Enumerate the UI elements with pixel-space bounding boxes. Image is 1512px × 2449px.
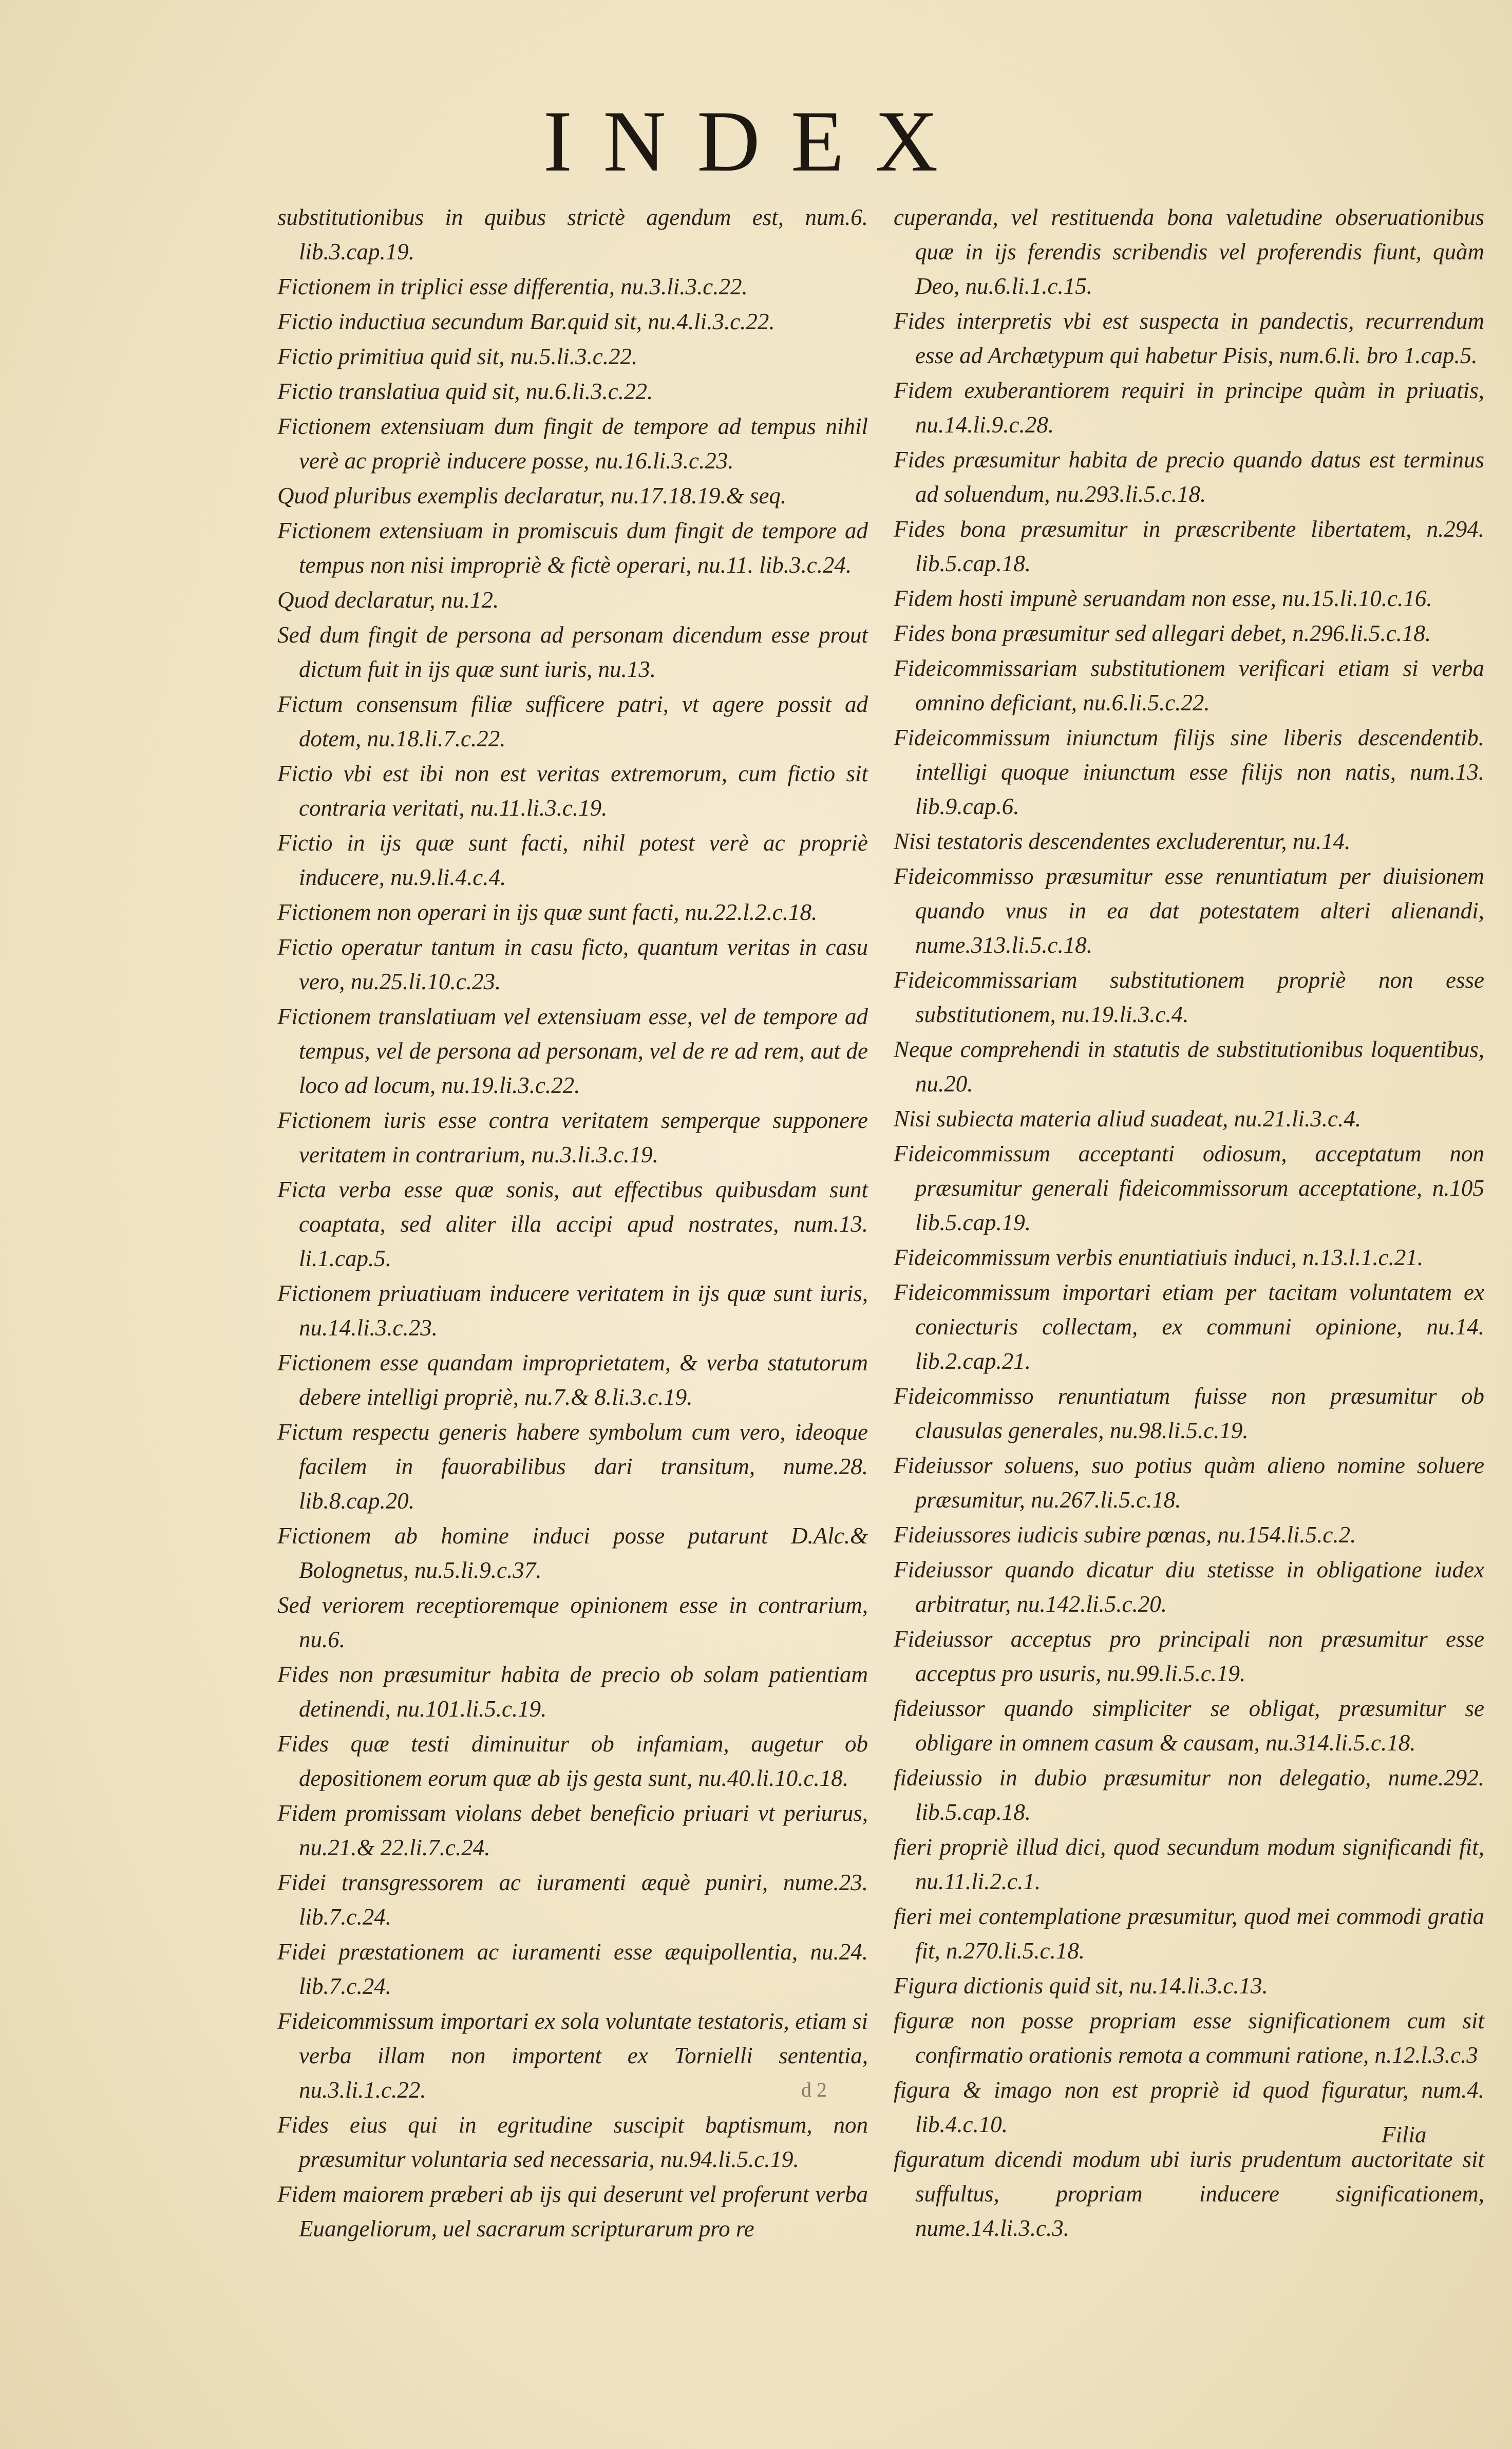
index-entry: Sed veriorem receptioremque opinionem esse in contrarium, nu.6.: [277, 1592, 868, 1652]
index-entry: Sed dum fingit de persona ad personam dicendum esse prout dictum fuit in ijs quæ sunt iuris, nu.13.: [277, 622, 868, 682]
index-entry: Fides non præsumitur habita de precio ob solam patientiam detinendi, nu.101.li.5.c.19.: [277, 1662, 868, 1722]
index-entry: Fictum consensum filiæ sufficere patri, vt agere possit ad dotem, nu.18.li.7.c.22.: [277, 691, 868, 751]
index-entry: Nisi subiecta materia aliud suadeat, nu.21.li.3.c.4.: [894, 1106, 1361, 1132]
index-entry: Fictum respectu generis habere symbolum cum vero, ideoque facilem in fauorabilibus dari transitum, nume.28. lib.8.cap.20.: [277, 1419, 868, 1514]
index-column-left: [277, 200, 868, 2247]
index-entry: Fictio operatur tantum in casu ficto, quantum veritas in casu vero, nu.25.li.10.c.23.: [277, 934, 868, 994]
index-entry: figuræ non posse propriam esse significationem cum sit confirmatio orationis remota a communi ratione, n.12.l.3.c.3: [894, 2008, 1484, 2068]
index-entry: Fideicommisso præsumitur esse renuntiatum per diuisionem quando vnus in ea dat potestatem alteri alienandi, nume.313.li.5.c.18.: [894, 863, 1484, 958]
index-entry: Fideiussor quando dicatur diu stetisse in obligatione iudex arbitratur, nu.142.li.5.c.20.: [894, 1557, 1484, 1617]
index-entry: Fideicommissariam substitutionem verificari etiam si verba omnino deficiant, nu.6.li.5.c.22.: [894, 655, 1484, 715]
index-entry: Neque comprehendi in statutis de substitutionibus loquentibus, nu.20.: [894, 1037, 1484, 1097]
index-entry: Fictionem extensiuam in promiscuis dum fingit de tempore ad tempus non nisi impropriè & fictè operari, nu.11. lib.3.c.24.: [277, 518, 868, 578]
index-entry: Fideiussores iudicis subire pœnas, nu.154.li.5.c.2.: [894, 1522, 1356, 1548]
index-entry: figura & imago non est propriè id quod figuratur, num.4. lib.4.c.10.: [894, 2077, 1484, 2137]
index-entry: Fictionem extensiuam dum fingit de tempore ad tempus nihil verè ac propriè inducere posse, nu.16.li.3.c.23.: [277, 413, 868, 474]
index-entry: Fideicommissum importari ex sola voluntate testatoris, etiam si verba illam non importent ex Tornielli sententia, nu.3.li.1.c.22.: [277, 2008, 868, 2103]
index-entry: Fictionem esse quandam improprietatem, & verba statutorum debere intelligi propriè, nu.7.& 8.li.3.c.19.: [277, 1350, 868, 1410]
index-entry: Fides præsumitur habita de precio quando datus est terminus ad soluendum, nu.293.li.5.c.18.: [894, 447, 1484, 507]
index-entry: Fides quæ testi diminuitur ob infamiam, augetur ob depositionem eorum quæ ab ijs gesta sunt, nu.40.li.10.c.18.: [277, 1731, 868, 1791]
index-entry: figuratum dicendi modum ubi iuris prudentum auctoritate sit suffultus, propriam inducere significationem, nume.14.li.3.c.3.: [894, 2146, 1484, 2241]
index-entry: Ficta verba esse quæ sonis, aut effectibus quibusdam sunt coaptata, sed aliter illa accipi apud nostrates, num.13. li.1.cap.5.: [277, 1177, 868, 1271]
index-entry: Fictionem priuatiuam inducere veritatem in ijs quæ sunt iuris, nu.14.li.3.c.23.: [277, 1280, 868, 1341]
index-entry: fideiussio in dubio præsumitur non delegatio, nume.292. lib.5.cap.18.: [894, 1765, 1484, 1825]
index-entry: Fideiussor soluens, suo potius quàm alieno nomine soluere præsumitur, nu.267.li.5.c.18.: [894, 1453, 1484, 1513]
index-entry: Fictio in ijs quæ sunt facti, nihil potest verè ac propriè inducere, nu.9.li.4.c.4.: [277, 830, 868, 890]
index-entry: Fidem hosti impunè seruandam non esse, nu.15.li.10.c.16.: [894, 586, 1432, 611]
index-entry: Fideicommissariam substitutionem propriè non esse substitutionem, nu.19.li.3.c.4.: [894, 967, 1484, 1027]
index-entry: Fidem promissam violans debet beneficio priuari vt periurus, nu.21.& 22.li.7.c.24.: [277, 1800, 868, 1860]
index-entry: Fictionem non operari in ijs quæ sunt facti, nu.22.l.2.c.18.: [277, 899, 818, 925]
index-entry: Fictionem iuris esse contra veritatem semperque supponere veritatem in contrarium, nu.3.li.3.c.19.: [277, 1107, 868, 1167]
page-title: INDEX: [543, 93, 969, 190]
index-entry: Fidei transgressorem ac iuramenti æquè puniri, nume.23. lib.7.c.24.: [277, 1870, 868, 1930]
index-entry: Fictionem in triplici esse differentia, nu.3.li.3.c.22.: [277, 274, 748, 299]
index-entry: fideiussor quando simpliciter se obligat, præsumitur se obligare in omnem casum & causam, nu.314.li.5.c.18.: [894, 1696, 1484, 1756]
index-column-right: [894, 200, 1484, 2246]
index-entry: Fides bona præsumitur sed allegari debet, n.296.li.5.c.18.: [894, 620, 1431, 646]
index-entry: Fictio vbi est ibi non est veritas extremorum, cum fictio sit contraria veritati, nu.11.li.3.c.19.: [277, 761, 868, 821]
index-entry: Quod pluribus exemplis declaratur, nu.17.18.19.& seq.: [277, 483, 787, 508]
index-entry: Fideiussor acceptus pro principali non præsumitur esse acceptus pro usuris, nu.99.li.5.c.19.: [894, 1626, 1484, 1686]
index-entry: Fictionem ab homine induci posse putarunt D.Alc.& Bolognetus, nu.5.li.9.c.37.: [277, 1523, 868, 1583]
index-entry: Fictio inductiua secundum Bar.quid sit, nu.4.li.3.c.22.: [277, 309, 775, 334]
index-entry: Fides interpretis vbi est suspecta in pandectis, recurrendum esse ad Archætypum qui habetur Pisis, num.6.li. bro 1.cap.5.: [894, 308, 1484, 368]
index-entry: substitutionibus in quibus strictè agendum est, num.6. lib.3.cap.19.: [277, 204, 868, 265]
index-entry: Fideicommissum iniunctum filijs sine liberis descendentib. intelligi quoque iniunctum esse filijs non natis, num.13. lib.9.cap.6.: [894, 725, 1484, 819]
index-entry: Fideicommisso renuntiatum fuisse non præsumitur ob clausulas generales, nu.98.li.5.c.19.: [894, 1383, 1484, 1443]
index-entry: Nisi testatoris descendentes excluderentur, nu.14.: [894, 828, 1351, 854]
index-entry: Fidem exuberantiorem requiri in principe quàm in priuatis, nu.14.li.9.c.28.: [894, 378, 1484, 438]
signature-mark: d 2: [801, 2078, 827, 2101]
index-entry: Figura dictionis quid sit, nu.14.li.3.c.13.: [894, 1973, 1268, 1999]
index-entry: Fideicommissum acceptanti odiosum, acceptatum non præsumitur generali fideicommissorum acceptatione, n.105 lib.5.cap.19.: [894, 1141, 1484, 1235]
index-entry: Fictio translatiua quid sit, nu.6.li.3.c.22.: [277, 379, 653, 404]
index-entry: Fides eius qui in egritudine suscipit baptismum, non præsumitur voluntaria sed necessaria, nu.94.li.5.c.19.: [277, 2112, 868, 2172]
index-entry: Fictio primitiua quid sit, nu.5.li.3.c.22.: [277, 344, 638, 369]
index-entry: Fidem maiorem præberi ab ijs qui deserunt vel proferunt verba Euangeliorum, uel sacrarum scripturarum pro re: [277, 2181, 868, 2241]
index-entry: Quod declaratur, nu.12.: [277, 587, 499, 613]
index-entry: fieri mei contemplatione præsumitur, quod mei commodi gratia fit, n.270.li.5.c.18.: [894, 1904, 1484, 1964]
index-entry: cuperanda, vel restituenda bona valetudine obseruationibus quæ in ijs ferendis scribendis vel proferendis fiunt, quàm Deo, nu.6.li.1.c.15.: [894, 204, 1484, 299]
index-entry: Fideicommissum importari etiam per tacitam voluntatem ex coniecturis collectam, ex communi opinione, nu.14. lib.2.cap.21.: [894, 1279, 1484, 1374]
index-entry: fieri propriè illud dici, quod secundum modum significandi fit, nu.11.li.2.c.1.: [894, 1834, 1484, 1894]
index-entry: Fides bona præsumitur in præscribente libertatem, n.294. lib.5.cap.18.: [894, 516, 1484, 576]
index-entry: Fictionem translatiuam vel extensiuam esse, vel de tempore ad tempus, vel de persona ad personam, vel de re ad rem, aut de loco ad locum, nu.19.li.3.c.22.: [277, 1004, 868, 1098]
catchword: Filia: [1382, 2122, 1427, 2147]
index-entry: Fidei præstationem ac iuramenti esse æquipollentia, nu.24. lib.7.c.24.: [277, 1939, 868, 1999]
index-entry: Fideicommissum verbis enuntiatiuis induci, n.13.l.1.c.21.: [894, 1245, 1424, 1270]
